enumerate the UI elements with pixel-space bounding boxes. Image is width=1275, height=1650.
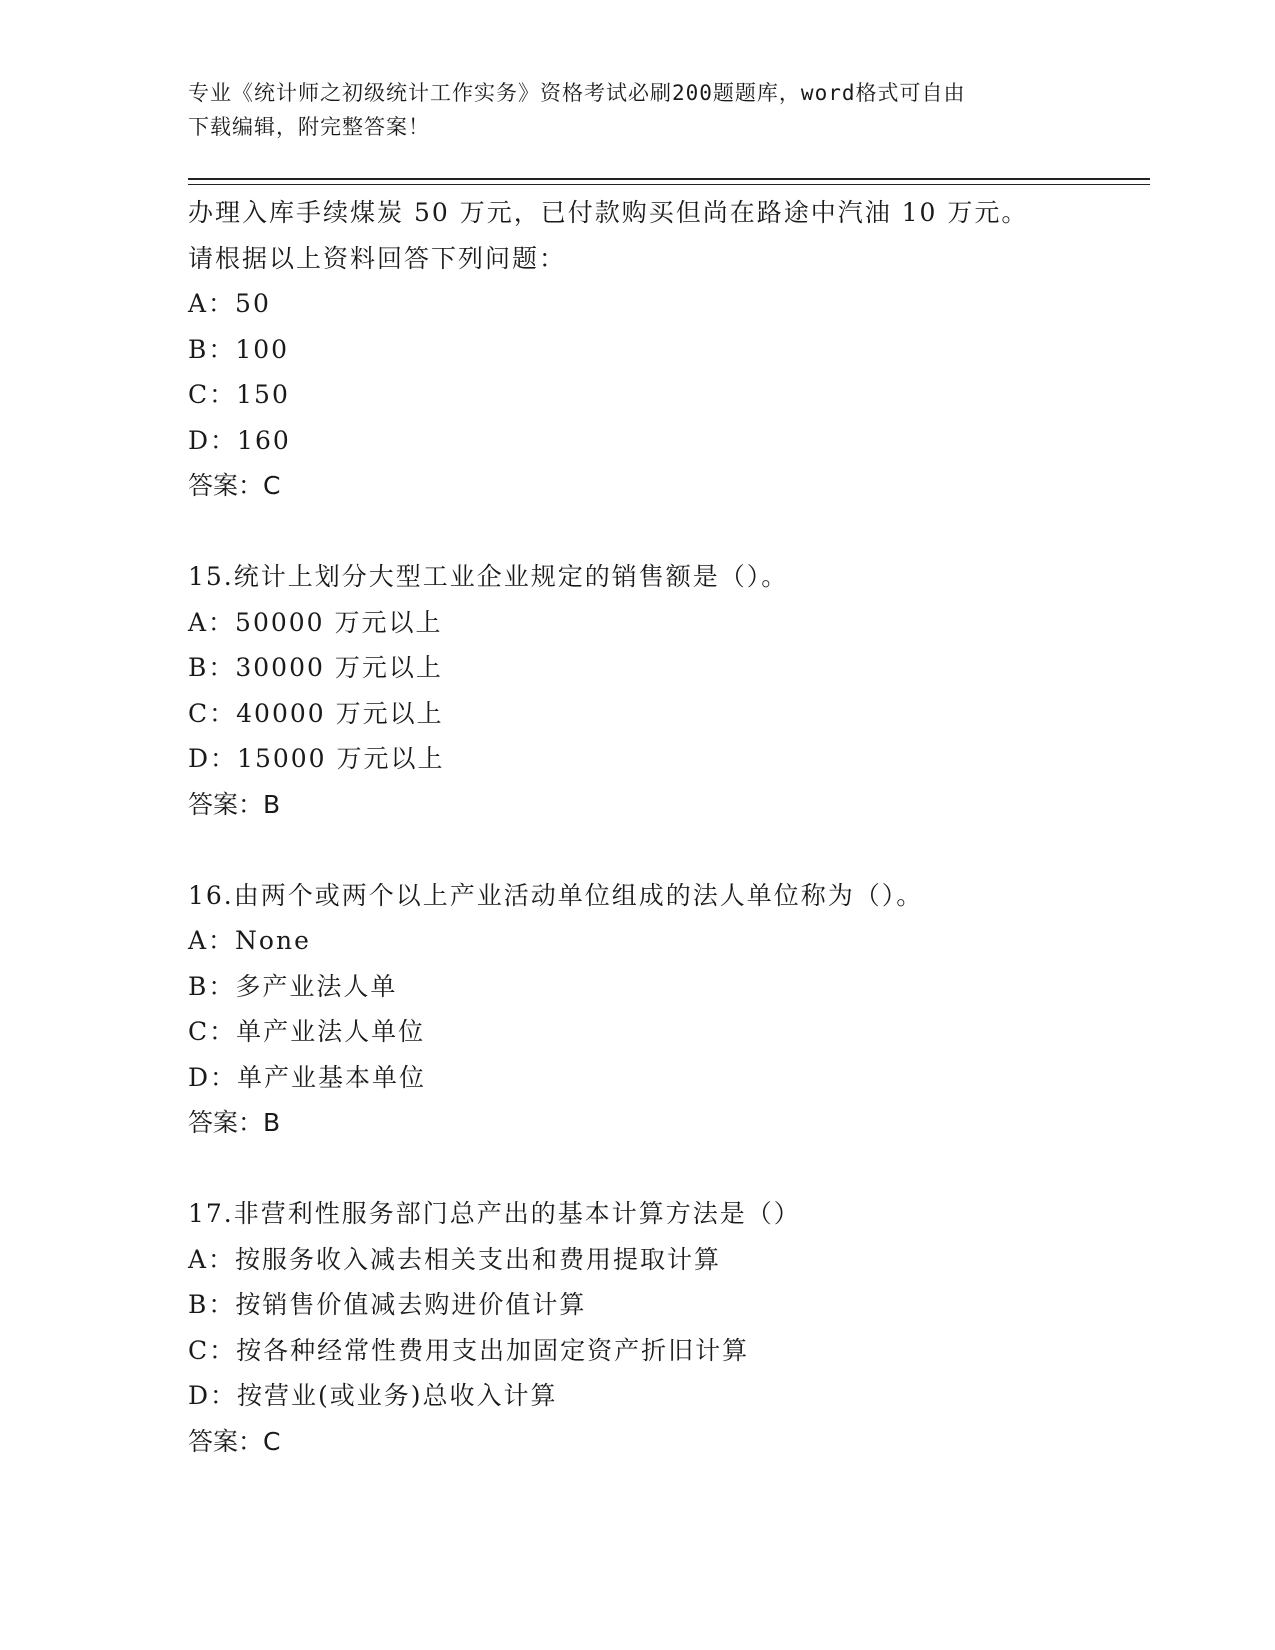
spacer (188, 827, 1148, 873)
option-a: A：None (188, 926, 311, 955)
question-stem: 15.统计上划分大型工业企业规定的销售额是（）。 (188, 562, 789, 591)
question-15 (188, 554, 1148, 827)
option-b: B：按销售价值减去购进价值计算 (188, 1290, 587, 1319)
option-d: D：单产业基本单位 (188, 1062, 427, 1092)
answer: 答案：B (188, 789, 281, 819)
option-d: D：160 (188, 425, 291, 455)
answer: 答案：C (188, 1426, 281, 1456)
question-16 (188, 873, 1148, 1146)
option-a: A：50000 万元以上 (188, 607, 443, 637)
header-line-2: 下载编辑，附完整答案！ (188, 115, 430, 139)
question-stem: 16.由两个或两个以上产业活动单位组成的法人单位称为（）。 (188, 880, 924, 910)
header-divider-thin (188, 184, 1150, 185)
option-c: C：150 (188, 380, 290, 409)
option-d: D：按营业(或业务)总收入计算 (188, 1381, 558, 1410)
header-divider-thick (188, 178, 1150, 180)
spacer (188, 509, 1148, 555)
intro-line-2: 请根据以上资料回答下列问题： (188, 243, 567, 273)
document-body (188, 190, 1148, 1464)
header-line-1: 专业《统计师之初级统计工作实务》资格考试必刷200题题库，word格式可自由 (188, 81, 966, 105)
intro-line-1: 办理入库手续煤炭 50 万元，已付款购买但尚在路途中汽油 10 万元。 (188, 198, 1029, 227)
option-a: A：50 (188, 289, 271, 318)
option-d: D：15000 万元以上 (188, 744, 445, 773)
option-c: C：按各种经常性费用支出加固定资产折旧计算 (188, 1335, 750, 1365)
option-c: C：单产业法人单位 (188, 1017, 426, 1046)
option-a: A：按服务收入减去相关支出和费用提取计算 (188, 1244, 722, 1274)
option-b: B：100 (188, 334, 290, 364)
document-header (188, 76, 1088, 144)
answer: 答案：B (188, 1108, 281, 1137)
answer: 答案：C (188, 471, 281, 500)
question-stem: 17.非营利性服务部门总产出的基本计算方法是（） (188, 1199, 801, 1228)
option-c: C：40000 万元以上 (188, 698, 444, 728)
option-b: B：多产业法人单 (188, 971, 398, 1001)
question-14 (188, 190, 1148, 509)
question-17 (188, 1191, 1148, 1464)
spacer (188, 1146, 1148, 1192)
option-b: B：30000 万元以上 (188, 653, 443, 682)
